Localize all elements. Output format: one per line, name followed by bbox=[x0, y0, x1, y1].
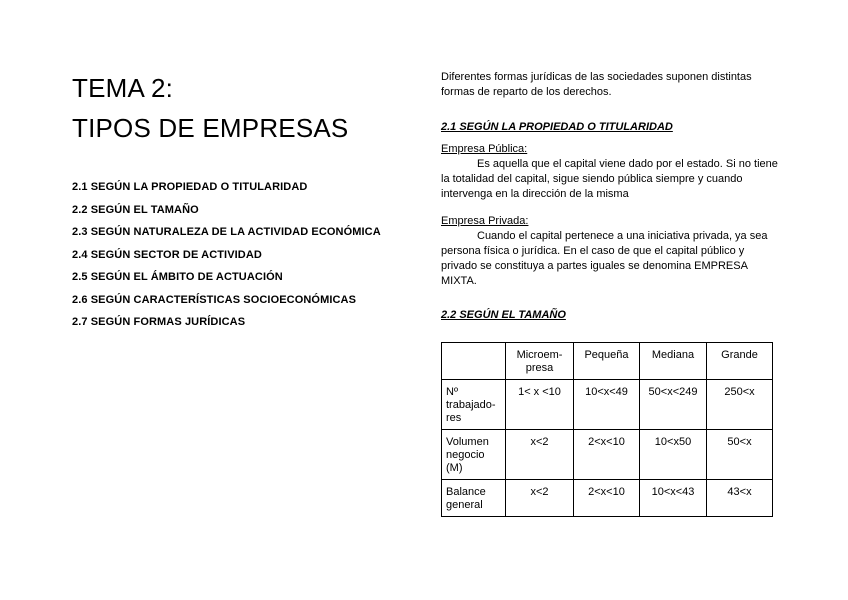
empresa-publica-label: Empresa Pública: bbox=[441, 143, 528, 155]
table-of-contents bbox=[72, 180, 381, 338]
empresa-privada-block bbox=[441, 214, 781, 289]
table-cell: x<2 bbox=[506, 480, 574, 517]
table-row bbox=[442, 480, 773, 517]
table-cell: 10<x50 bbox=[640, 430, 707, 480]
table-header-cell: Pequeña bbox=[574, 343, 640, 380]
table-header-cell bbox=[442, 343, 506, 380]
table-cell: 250<x bbox=[707, 380, 773, 430]
table-cell: x<2 bbox=[506, 430, 574, 480]
table-header-cell: Mediana bbox=[640, 343, 707, 380]
table-row-label: Nº trabajado-res bbox=[442, 380, 506, 430]
toc-item: 2.7 SEGÚN FORMAS JURÍDICAS bbox=[72, 316, 246, 328]
left-column bbox=[72, 72, 412, 328]
table-cell: 50<x bbox=[707, 430, 773, 480]
table-cell: 1< x <10 bbox=[506, 380, 574, 430]
page-title-line1: TEMA 2: bbox=[72, 73, 174, 103]
empresa-publica-block bbox=[441, 142, 781, 202]
table-row-label: Volumen negocio (M) bbox=[442, 430, 506, 480]
table-header-cell: Microem-presa bbox=[506, 343, 574, 380]
table-cell: 10<x<49 bbox=[574, 380, 640, 430]
toc-item: 2.5 SEGÚN EL ÁMBITO DE ACTUACIÓN bbox=[72, 271, 283, 283]
section-heading-propiedad: 2.1 SEGÚN LA PROPIEDAD O TITULARIDAD bbox=[441, 121, 673, 133]
empresa-publica-text: Es aquella que el capital viene dado por el estado. Si no tiene la totalidad del capital, sigue siendo pública siempre y cuando intervenga en la dirección de la misma bbox=[441, 158, 778, 200]
table-cell: 10<x<43 bbox=[640, 480, 707, 517]
table-row bbox=[442, 380, 773, 430]
intro-paragraph: Diferentes formas jurídicas de las sociedades suponen distintas formas de reparto de los derechos. bbox=[441, 71, 752, 98]
table-row bbox=[442, 430, 773, 480]
table-header-row bbox=[442, 343, 773, 380]
empresa-privada-text: Cuando el capital pertenece a una iniciativa privada, ya sea persona física o jurídica. En el caso de que el capital público y privado se constituya a partes iguales se denomina EMPRESA MIXTA. bbox=[441, 230, 768, 287]
table-row-label: Balance general bbox=[442, 480, 506, 517]
toc-item: 2.1 SEGÚN LA PROPIEDAD O TITULARIDAD bbox=[72, 181, 308, 193]
section-heading-tamano: 2.2 SEGÚN EL TAMAÑO bbox=[441, 309, 566, 321]
company-size-table bbox=[441, 342, 773, 517]
table-cell: 2<x<10 bbox=[574, 430, 640, 480]
table-header-cell: Grande bbox=[707, 343, 773, 380]
table-cell: 50<x<249 bbox=[640, 380, 707, 430]
toc-item: 2.4 SEGÚN SECTOR DE ACTIVIDAD bbox=[72, 248, 262, 261]
toc-item: 2.2 SEGÚN EL TAMAÑO bbox=[72, 203, 199, 216]
page-title-line2: TIPOS DE EMPRESAS bbox=[72, 113, 349, 143]
table-cell: 43<x bbox=[707, 480, 773, 517]
table-cell: 2<x<10 bbox=[574, 480, 640, 517]
right-column bbox=[441, 70, 781, 511]
toc-item: 2.3 SEGÚN NATURALEZA DE LA ACTIVIDAD ECONÓMICA bbox=[72, 226, 381, 238]
empresa-privada-label: Empresa Privada: bbox=[441, 215, 529, 227]
toc-item: 2.6 SEGÚN CARACTERÍSTICAS SOCIOECONÓMICAS bbox=[72, 293, 357, 306]
